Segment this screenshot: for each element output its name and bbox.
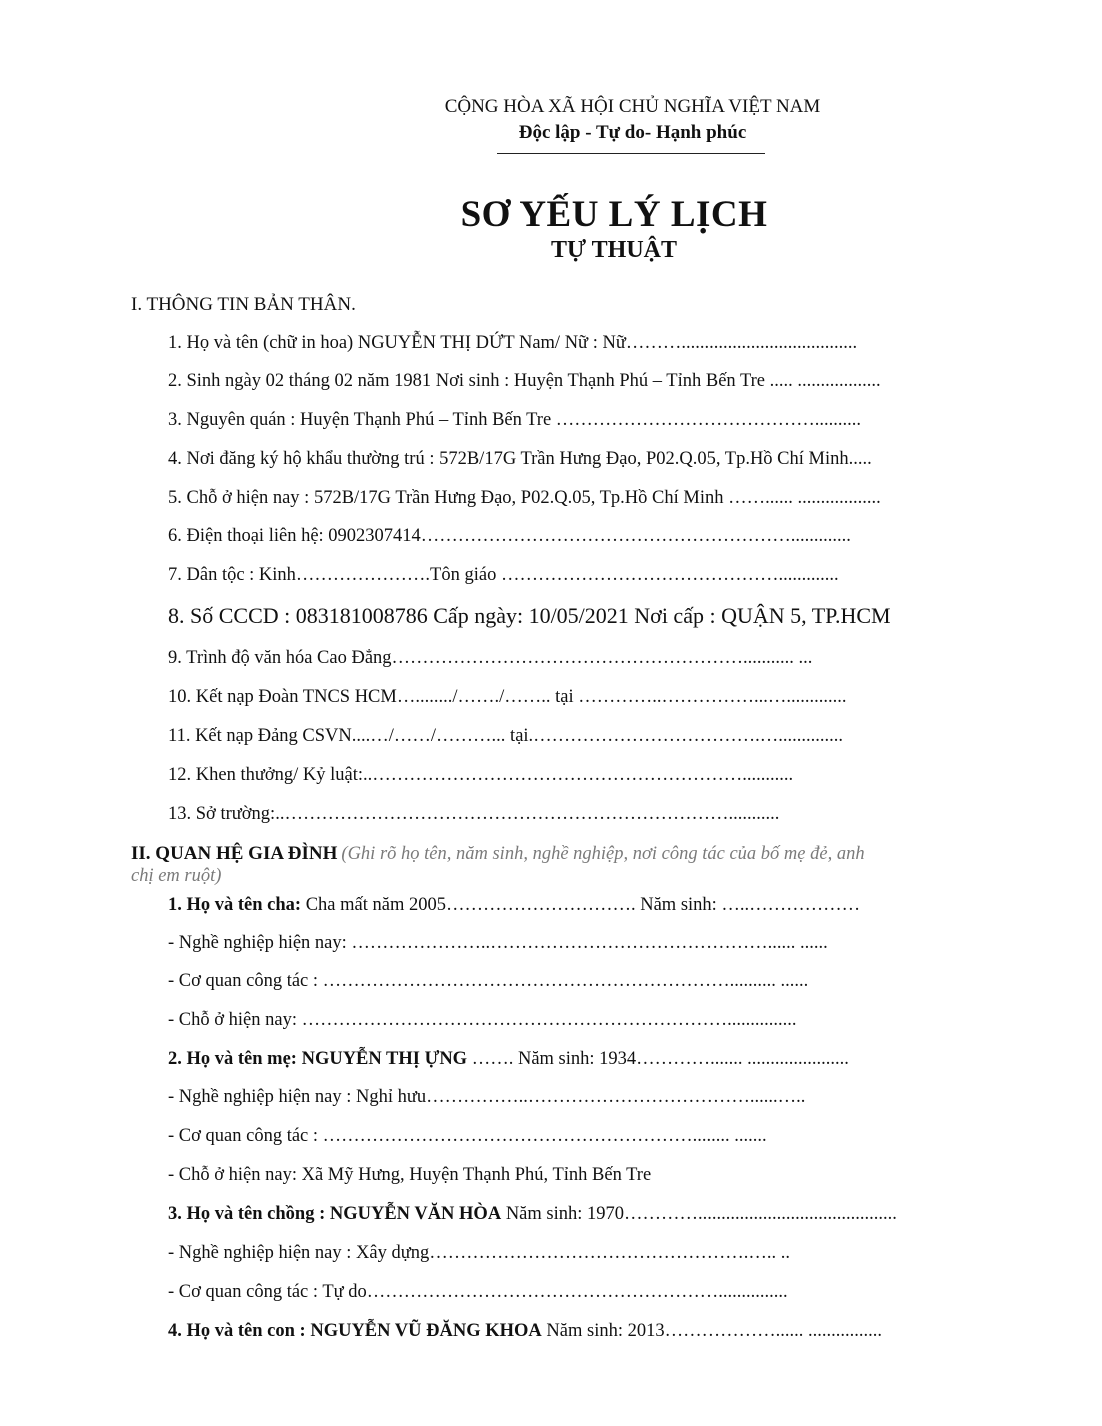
husband-line (168, 1204, 897, 1225)
field-permanent-address: 4. Nơi đăng ký hộ khẩu thường trú : 572B/17G Trần Hưng Đạo, P02.Q.05, Tp.Hồ Chí Minh..... (168, 449, 872, 469)
field-education: 9. Trình độ văn hóa Cao Đẳng…………………………………………………........... ... (168, 648, 813, 668)
section2-heading-line (131, 843, 865, 865)
father-residence: - Chỗ ở hiện nay: ……………………………………………………………............... (168, 1010, 797, 1030)
document-subtitle: TỰ THUẬT (550, 237, 678, 263)
section2-heading: II. QUAN HỆ GIA ĐÌNH (131, 843, 338, 864)
mother-label: 2. Họ và tên mẹ: NGUYỄN THỊ ỰNG (168, 1049, 468, 1069)
section1-heading: I. THÔNG TIN BẢN THÂN. (131, 294, 356, 315)
mother-agency: - Cơ quan công tác : ……………………………………………………........ ....... (168, 1126, 767, 1146)
field-party: 11. Kết nạp Đảng CSVN....…/……/………... tại.……………………………….….............. (168, 726, 844, 746)
field-phone: 6. Điện thoại liên hệ: 0902307414……………………………………………………............. (168, 526, 851, 546)
child-label: 4. Họ và tên con : NGUYỄN VŨ ĐĂNG KHOA (168, 1321, 542, 1341)
field-full-name: 1. Họ và tên (chữ in hoa) NGUYỄN THỊ DỨT Nam/ Nữ : Nữ………...................................... (168, 333, 858, 353)
motto-header: Độc lập - Tự do- Hạnh phúc (518, 122, 747, 143)
field-youth-union: 10. Kết nạp Đoàn TNCS HCM…......../……./…….. tại …………..……………...…............. (168, 687, 847, 707)
mother-job: - Nghề nghiệp hiện nay : Nghỉ hưu……………..………………………………......….. (168, 1087, 806, 1107)
husband-label: 3. Họ và tên chồng : NGUYỄN VĂN HÒA (168, 1204, 502, 1224)
father-line (168, 895, 860, 916)
husband-job: - Nghề nghiệp hiện nay : Xây dựng…………………………………………….….. .. (168, 1243, 791, 1263)
field-origin: 3. Nguyên quán : Huyện Thạnh Phú – Tỉnh Bến Tre …………………………………….......... (168, 410, 862, 430)
mother-line (168, 1049, 849, 1070)
father-agency: - Cơ quan công tác : ………………………………………………………….......... ...... (168, 971, 809, 991)
husband-agency: - Cơ quan công tác : Tự do…………………………………………………............... (168, 1282, 788, 1302)
header-underline (497, 153, 765, 154)
section2-note: (Ghi rõ họ tên, năm sinh, nghề nghiệp, nơi công tác của bố mẹ đẻ, anh (341, 844, 865, 864)
father-job: - Nghề nghiệp hiện nay: …………………..………………………………………...... ...... (168, 933, 828, 953)
mother-residence: - Chỗ ở hiện nay: Xã Mỹ Hưng, Huyện Thạnh Phú, Tỉnh Bến Tre (168, 1165, 652, 1185)
mother-value: ……. Năm sinh: 1934…………....... ...................... (471, 1049, 849, 1069)
document-title: SƠ YẾU LÝ LỊCH (460, 194, 768, 235)
field-rewards: 12. Khen thưởng/ Kỷ luật:..……………………………………………………........... (168, 765, 794, 785)
field-current-address: 5. Chỗ ở hiện nay : 572B/17G Trần Hưng Đạo, P02.Q.05, Tp.Hồ Chí Minh ……...... .................. (168, 488, 881, 508)
field-id-card: 8. Số CCCD : 083181008786 Cấp ngày: 10/05/2021 Nơi cấp : QUẬN 5, TP.HCM (168, 603, 891, 628)
husband-value: Năm sinh: 1970…………........................................... (505, 1204, 897, 1224)
father-value: Cha mất năm 2005…………………………. Năm sinh: …..……………… (305, 895, 861, 915)
field-ethnicity-religion: 7. Dân tộc : Kinh………………….Tôn giáo ………………………………………............. (168, 565, 839, 585)
field-birth: 2. Sinh ngày 02 tháng 02 năm 1981 Nơi sinh : Huyện Thạnh Phú – Tỉnh Bến Tre ..... .................. (168, 371, 881, 391)
section2-note-cont: chị em ruột) (131, 866, 222, 886)
child-value: Năm sinh: 2013………………...... ................ (546, 1321, 882, 1341)
field-strengths: 13. Sở trường:..………………………………………………………………........... (168, 804, 780, 824)
country-header: CỘNG HÒA XÃ HỘI CHỦ NGHĨA VIỆT NAM (444, 96, 821, 117)
child-line (168, 1321, 882, 1342)
father-label: 1. Họ và tên cha: (168, 895, 302, 915)
